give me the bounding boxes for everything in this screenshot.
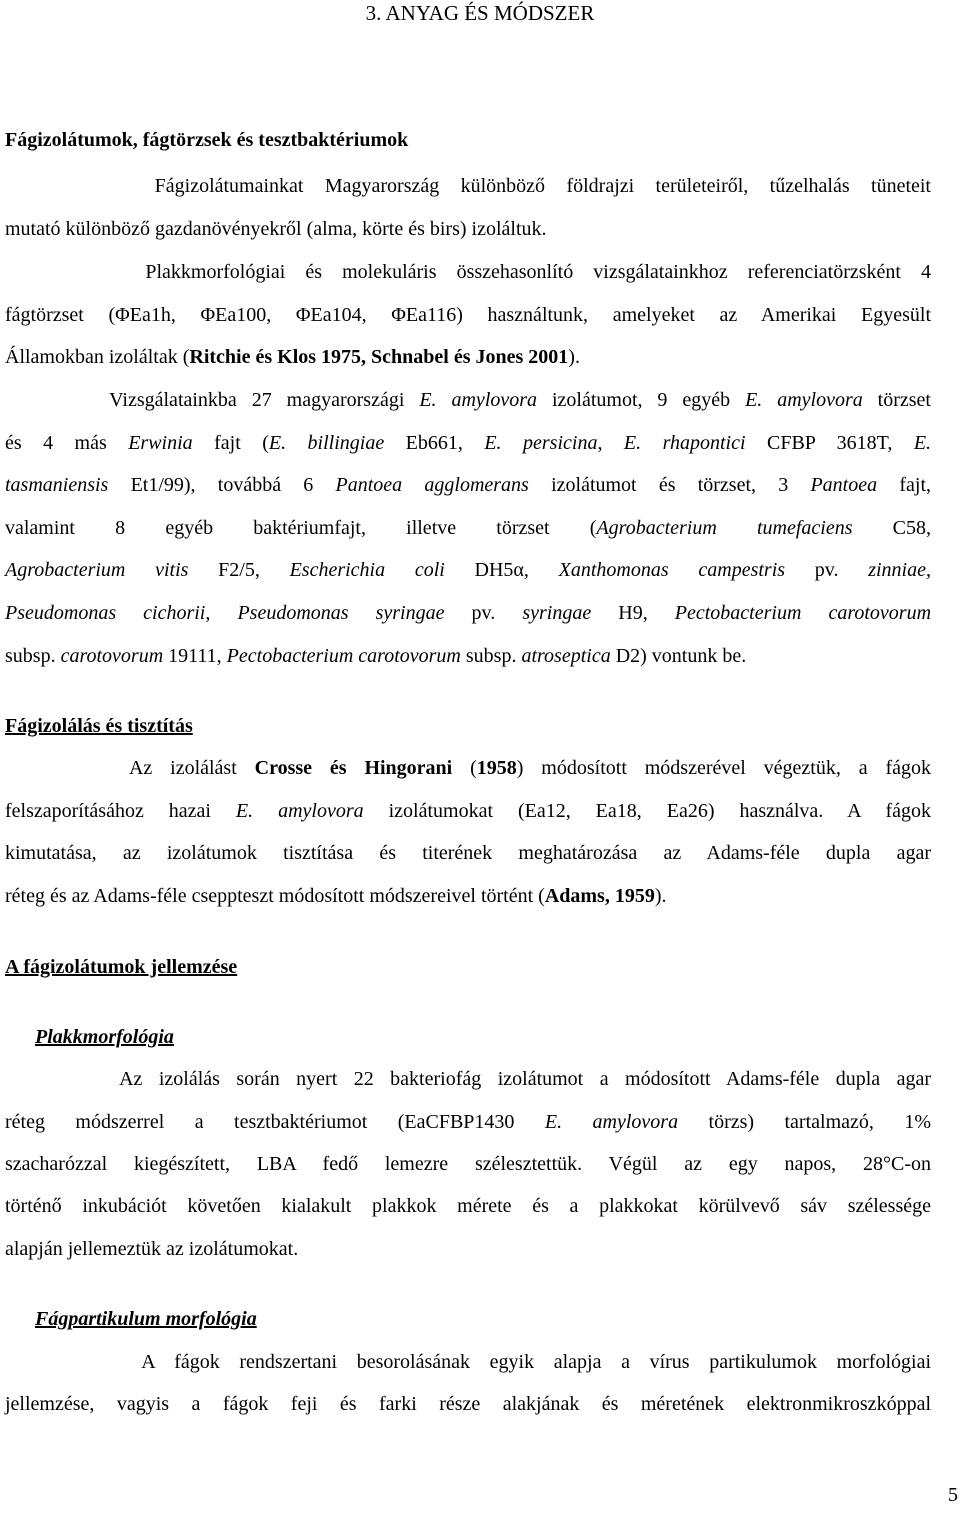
paragraph-line <box>5 218 931 241</box>
text-run: réteg és az Adams-féle cseppteszt módosított módszereivel történt ( <box>5 885 545 907</box>
italic-text-run: Pectobacterium carotovorum <box>674 602 932 624</box>
italic-text-run: zinniae <box>868 559 926 581</box>
text-run: Vizsgálatainkba 27 magyarországi <box>5 389 420 411</box>
text-run: ) módosított módszerével végeztük, a fágok <box>516 757 931 779</box>
text-run: pv. <box>785 559 869 581</box>
text-run: fágtörzset (ΦEa1h, ΦEa100, ΦEa104, ΦEa116) használtunk, amelyeket az Amerikai Egyesült <box>5 304 931 326</box>
paragraph-line <box>5 1238 931 1261</box>
page-number: 5 <box>948 1484 958 1506</box>
text-run: kimutatása, az izolátumok tisztítása és titerének meghatározása az Adams-féle dupla agar <box>5 842 931 864</box>
paragraph-line <box>5 602 931 625</box>
italic-text-run: E. <box>913 432 932 454</box>
text-run: és 4 más <box>5 432 129 454</box>
paragraph-line <box>5 346 931 369</box>
text-run: jellemzése, vagyis a fágok feji és farki része alakjának és méretének elektronmikroszkóppal <box>5 1393 931 1415</box>
text-run: Eb661, <box>384 432 485 454</box>
text-run: izolátumot és törzset, 3 <box>528 474 811 496</box>
italic-text-run: Agrobacterium tumefaciens <box>596 517 853 539</box>
paragraph-line <box>5 1195 931 1218</box>
paragraph-line <box>5 645 931 668</box>
italic-text-run: E. amylovora <box>745 389 863 411</box>
italic-text-run: Escherichia coli <box>289 559 445 581</box>
text-run: törzs) tartalmazó, 1% <box>678 1111 931 1133</box>
paragraph-line <box>5 175 931 198</box>
italic-text-run: E. rhapontici <box>623 432 746 454</box>
italic-text-run: atroseptica <box>521 645 611 667</box>
italic-text-run: E. amylovora <box>544 1111 679 1133</box>
bold-text-run: Crosse és Hingorani <box>254 757 453 779</box>
subsection-heading-plaque-morphology: Plakkmorfológia <box>35 1026 174 1048</box>
paragraph-line <box>5 304 931 327</box>
text-run: fajt ( <box>192 432 269 454</box>
text-run: C58, <box>852 517 931 539</box>
text-run: CFBP 3618T, <box>745 432 914 454</box>
italic-text-run: Pantoea agglomerans <box>335 474 529 496</box>
italic-text-run: E. amylovora <box>419 389 538 411</box>
italic-text-run: Pectobacterium carotovorum <box>226 645 461 667</box>
paragraph-line <box>5 389 931 412</box>
text-run: izolátumot, 9 egyéb <box>537 389 746 411</box>
italic-text-run: Xanthomonas campestris <box>558 559 786 581</box>
text-run: H9, <box>591 602 675 624</box>
text-run: mutató különböző gazdanövényekről (alma, körte és birs) izoláltuk. <box>5 218 547 240</box>
text-run: 19111, <box>163 645 227 667</box>
text-run: Az izolálás során nyert 22 bakteriofág izolátumot a módosított Adams-féle dupla agar <box>5 1068 931 1090</box>
italic-text-run: Pseudomonas cichorii <box>5 602 206 624</box>
text-run: alapján jellemeztük az izolátumokat. <box>5 1238 299 1260</box>
text-run: Fágizolátumainkat Magyarország különböző földrajzi területeiről, tűzelhalás tüneteit <box>5 175 931 197</box>
text-run: Et1/99), továbbá 6 <box>108 474 336 496</box>
paragraph-line <box>5 1153 931 1176</box>
text-run: felszaporításához hazai <box>5 800 236 822</box>
italic-text-run: syringae <box>522 602 592 624</box>
paragraph-line <box>5 842 931 865</box>
paragraph-line <box>5 474 931 497</box>
text-run: réteg módszerrel a tesztbaktériumot (EaCFBP1430 <box>5 1111 545 1133</box>
page-title: 3. ANYAG ÉS MÓDSZER <box>365 1 595 25</box>
text-run: , <box>925 559 931 581</box>
text-run: subsp. <box>460 645 522 667</box>
paragraph-line <box>5 517 931 540</box>
text-run: Államokban izoláltak ( <box>5 346 190 368</box>
text-run: Plakkmorfológiai és molekuláris összehasonlító vizsgálatainkhoz referenciatörzsként 4 <box>5 261 931 283</box>
italic-text-run: E. billingiae <box>268 432 385 454</box>
paragraph-line <box>5 1111 931 1134</box>
paragraph-line <box>5 1351 931 1374</box>
text-run: DH5α, <box>444 559 559 581</box>
bold-text-run: Adams, 1959 <box>544 885 655 907</box>
paragraph-line <box>5 1393 931 1416</box>
text-run: pv. <box>444 602 523 624</box>
text-run: , <box>205 602 238 624</box>
italic-text-run: Erwinia <box>128 432 193 454</box>
text-run: történő inkubációt követően kialakult plakkok mérete és a plakkokat körülvevő sáv szélessége <box>5 1195 931 1217</box>
text-run: Az izolálást <box>5 757 255 779</box>
section-heading-isolation: Fágizolálás és tisztítás <box>5 715 193 737</box>
text-run: izolátumokat (Ea12, Ea18, Ea26) használva. A fágok <box>363 800 931 822</box>
text-run: ( <box>452 757 477 779</box>
paragraph-line <box>5 757 931 780</box>
text-run: ). <box>568 346 580 368</box>
section-heading-characterization: A fágizolátumok jellemzése <box>5 956 238 978</box>
paragraph-line <box>5 800 931 823</box>
paragraph-line <box>5 1068 931 1091</box>
italic-text-run: Pseudomonas syringae <box>237 602 445 624</box>
text-run: D2) vontunk be. <box>610 645 747 667</box>
text-run: subsp. <box>5 645 61 667</box>
section-heading-phage-isolates: Fágizolátumok, fágtörzsek és tesztbaktériumok <box>5 129 409 151</box>
italic-text-run: E. amylovora <box>235 800 364 822</box>
subsection-heading-particle-morphology: Fágpartikulum morfológia <box>35 1308 257 1330</box>
italic-text-run: E. persicina <box>484 432 598 454</box>
text-run: F2/5, <box>188 559 290 581</box>
italic-text-run: Pantoea <box>810 474 878 496</box>
paragraph-line <box>5 559 931 582</box>
text-run: fajt, <box>877 474 931 496</box>
text-run: A fágok rendszertani besorolásának egyik alapja a vírus partikulumok morfológiai <box>5 1351 931 1373</box>
paragraph-line <box>5 432 931 455</box>
italic-text-run: carotovorum <box>60 645 164 667</box>
paragraph-line <box>5 261 931 284</box>
paragraph-line <box>5 885 931 908</box>
text-run: szacharózzal kiegészített, LBA fedő lemezre szélesztettük. Végül az egy napos, 28°C-on <box>5 1153 931 1175</box>
bold-text-run: 1958 <box>476 757 517 779</box>
italic-text-run: Agrobacterium vitis <box>5 559 189 581</box>
bold-text-run: Ritchie és Klos 1975, Schnabel és Jones 2001 <box>189 346 569 368</box>
italic-text-run: tasmaniensis <box>5 474 109 496</box>
text-run: ). <box>654 885 667 907</box>
text-run: törzset <box>862 389 931 411</box>
text-run: , <box>597 432 624 454</box>
text-run: valamint 8 egyéb baktériumfajt, illetve törzset ( <box>5 517 597 539</box>
